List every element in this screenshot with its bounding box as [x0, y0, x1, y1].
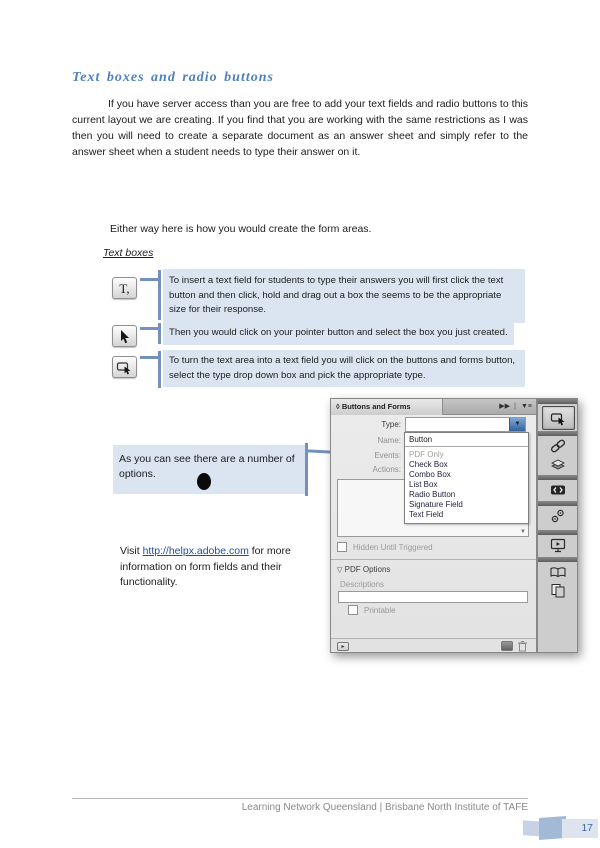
dock-media-icon[interactable]	[549, 482, 567, 498]
dock-articles-icon[interactable]	[549, 582, 567, 598]
pdf-options-label: PDF Options	[344, 565, 391, 574]
descriptions-input[interactable]	[338, 591, 528, 603]
type-tool-icon: T,	[119, 280, 130, 296]
pdf-options-section[interactable]	[337, 565, 390, 574]
panel-title: Buttons and Forms	[341, 402, 411, 411]
dropdown-option-button[interactable]: Button	[405, 433, 528, 447]
dock-group-bar	[538, 431, 577, 436]
dock-group-bar	[538, 475, 577, 480]
dropdown-arrow-icon[interactable]: ▼	[509, 418, 525, 431]
note-bracket-tick	[307, 449, 332, 453]
panel-tab-prefix-icon: ◊	[336, 402, 340, 411]
pointer-arrow-icon	[118, 329, 132, 344]
type-dropdown-list	[404, 432, 529, 524]
bracket-tick	[140, 356, 159, 359]
actions-label: Actions:	[372, 465, 401, 474]
panel-header	[331, 399, 536, 415]
collapse-panel-icon[interactable]: ▶▶	[499, 403, 510, 410]
events-label: Events:	[374, 451, 401, 460]
dock-page-transitions-icon[interactable]	[549, 564, 567, 580]
new-item-icon[interactable]	[501, 641, 513, 651]
buttons-and-forms-panel	[330, 398, 537, 653]
panel-tab[interactable]	[331, 399, 443, 415]
visit-prefix: Visit	[120, 545, 143, 557]
options-note: As you can see there are a number of options.	[113, 445, 305, 494]
buttons-and-forms-screenshot	[330, 398, 578, 653]
footer-rule	[72, 798, 528, 799]
bracket-tick	[140, 278, 159, 281]
either-way-text: Either way here is how you would create the form areas.	[110, 223, 372, 235]
bracket-tick	[140, 327, 159, 330]
black-dot	[197, 473, 211, 490]
dropdown-option-text-field[interactable]: Text Field	[409, 510, 444, 519]
delete-trash-icon[interactable]	[517, 640, 528, 652]
dropdown-option-radio-button[interactable]: Radio Button	[409, 490, 456, 499]
dock-group-bar	[538, 557, 577, 562]
header-divider: |	[514, 403, 516, 410]
hidden-until-triggered-label: Hidden Until Triggered	[353, 543, 433, 552]
dropdown-option-check-box[interactable]: Check Box	[409, 460, 448, 469]
preview-spread-icon[interactable]: ▸	[337, 642, 349, 651]
printable-checkbox[interactable]	[348, 605, 358, 615]
dock-timing-icon[interactable]	[549, 508, 567, 524]
dock-group-bar	[538, 501, 577, 506]
footer-text: Learning Network Queensland | Brisbane North Institute of TAFE	[241, 802, 528, 813]
type-dropdown[interactable]	[405, 417, 526, 432]
page-number: 17	[562, 819, 598, 838]
visit-paragraph	[120, 544, 320, 591]
dock-object-states-icon[interactable]	[549, 456, 567, 472]
dropdown-option-signature-field[interactable]: Signature Field	[409, 500, 463, 509]
hidden-until-triggered-checkbox[interactable]	[337, 542, 347, 552]
descriptions-label: Descriptions	[340, 580, 385, 589]
bracket-line	[158, 270, 161, 320]
type-tool-button[interactable]	[112, 277, 137, 299]
dropdown-option-list-box[interactable]: List Box	[409, 480, 438, 489]
page-number-badge	[520, 814, 600, 846]
helpx-adobe-link[interactable]: http://helpx.adobe.com	[142, 545, 249, 557]
text-boxes-heading: Text boxes	[103, 247, 154, 259]
dock-epub-preview-icon[interactable]	[549, 537, 567, 553]
page-title: Text boxes and radio buttons	[72, 70, 274, 85]
panel-menu-icon[interactable]: ▼≡	[520, 403, 532, 410]
panel-dock	[537, 398, 578, 653]
visit-suffix: for more information on form fields and their functionality.	[120, 545, 291, 588]
callout-pointer: Then you would click on your pointer button and select the box you just created.	[163, 322, 514, 345]
dock-buttons-and-forms-icon[interactable]	[542, 406, 575, 430]
dock-hyperlinks-icon[interactable]	[549, 438, 567, 454]
dropdown-option-combo-box[interactable]: Combo Box	[409, 470, 451, 479]
buttons-forms-icon	[116, 359, 133, 375]
name-label: Name:	[377, 436, 401, 445]
printable-label: Printable	[364, 606, 396, 615]
type-label: Type:	[381, 420, 401, 429]
scroll-down-icon[interactable]: ▼	[520, 529, 526, 535]
bracket-line	[158, 351, 161, 388]
pointer-tool-button[interactable]	[112, 325, 137, 347]
dock-group-bar	[538, 399, 577, 404]
dock-group-bar	[538, 530, 577, 535]
intro-paragraph: If you have server access than you are free to add your text fields and radio buttons to this current layout we are creating. If you find that you are working with the same restrictions as I was then you will need to create a separate document as an answer sheet and simply refer to the answer sheet when a student needs to type their answer on it.	[72, 98, 528, 158]
callout-buttons-forms: To turn the text area into a text field you will click on the buttons and forms button, select the type drop down box and pick the appropriate type.	[163, 350, 525, 387]
callout-text-tool: To insert a text field for students to type their answers you will first click the text button and then click, hold and drag out a box the seems to be the appropriate size for their response.	[163, 269, 525, 323]
buttons-forms-tool-button[interactable]	[112, 356, 137, 378]
bracket-line	[158, 323, 161, 344]
dropdown-option-pdf-only: PDF Only	[409, 450, 444, 459]
disclosure-triangle-icon[interactable]: ▽	[337, 567, 343, 574]
